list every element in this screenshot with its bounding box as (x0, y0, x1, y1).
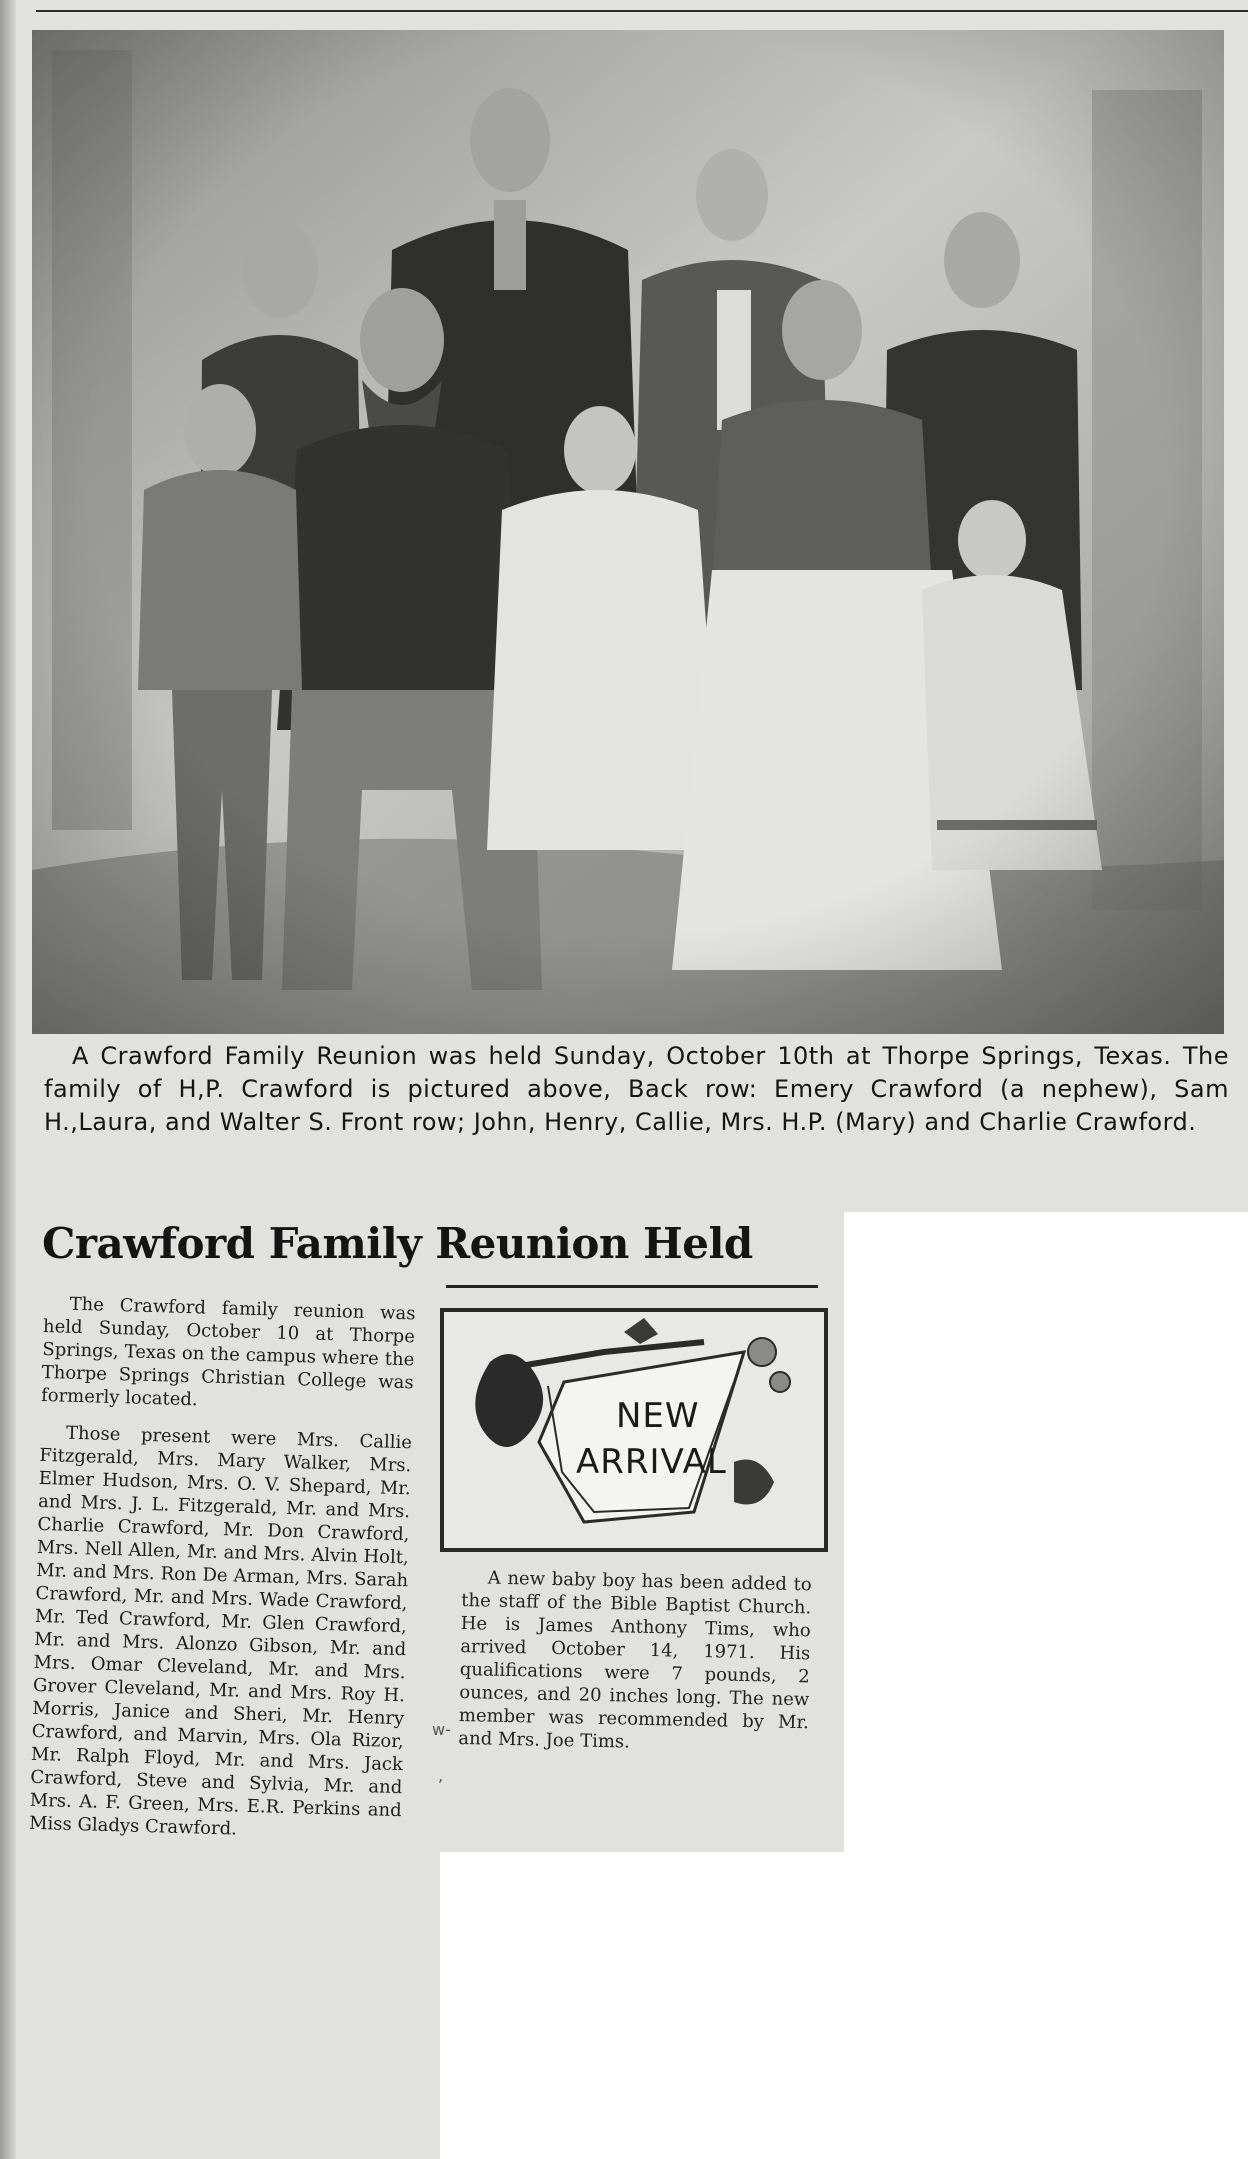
article-headline: Crawford Family Reunion Held (42, 1219, 753, 1268)
margin-mark-comma: , (438, 1766, 444, 1785)
photo-caption: A Crawford Family Reunion was held Sunday, October 10th at Thorpe Springs, Texas. The family of H,P. Crawford is pictured above, Back row: Emery Crawford (a nephew), Sam H.,Laura, and Walter S. Front row; John, Henry, Callie, Mrs. H.P. (Mary) and Charlie Crawford. (44, 1042, 1229, 1136)
reunion-article-body (28, 1292, 415, 1859)
reunion-paragraph-1: The Crawford family reunion was held Sunday, October 10 at Thorpe Springs, Texas on the campus where the Thorpe Springs Christian College was formerly located. (40, 1293, 416, 1411)
margin-mark-left: w- (432, 1720, 451, 1739)
headline-underline (446, 1285, 818, 1288)
new-arrival-graphic (440, 1308, 828, 1552)
family-portrait-illustration (32, 30, 1224, 1034)
family-portrait-photo (32, 30, 1224, 1034)
new-word: NEW (616, 1396, 700, 1436)
reunion-paragraph-2: Those present were Mrs. Callie Fitzgerald, Mrs. Mary Walker, Mrs. Elmer Hudson, Mrs. O. V. Shepard, Mr. and Mrs. J. L. Fitzgerald, Mr. and Mrs. Charlie Crawford, Mr. Don Crawford, Mrs. Nell Allen, Mr. and Mrs. Alvin Holt, Mr. and Mrs. Ron De Arman, Mrs. Sarah Crawford, Mr. and Mrs. Wade Crawford, Mr. Ted Crawford, Mr. Glen Crawford, Mr. and Mrs. Alonzo Gibson, Mr. and Mrs. Omar Cleveland, Mr. and Mrs. Grover Cleveland, Mr. and Mrs. Roy H. Morris, Janice and Sheri, Mr. Henry Crawford, and Marvin, Mrs. Ola Rizor, Mr. Ralph Floyd, Mr. and Mrs. Jack Crawford, Steve and Sylvia, Mr. and Mrs. A. F. Green, Mrs. E.R. Perkins and Miss Gladys Crawford. (28, 1422, 413, 1840)
new-arrival-body: A new baby boy has been added to the staff of the Bible Baptist Church. He is James Anthony Tims, who arrived October 14, 1971. His qualifications were 7 pounds, 2 ounces, and 20 inches long. The new member was recommended by Mr. and Mrs. Joe Tims. (458, 1567, 812, 1753)
top-rule (36, 10, 1248, 12)
arrival-word: ARRIVAL (576, 1442, 727, 1482)
page-binding-shadow (0, 0, 16, 2159)
